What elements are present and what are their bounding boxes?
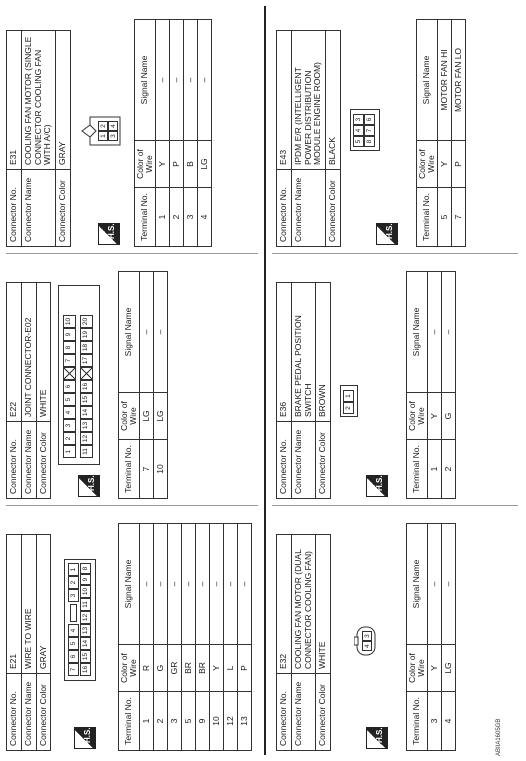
connector-name-value: JOINT CONNECTOR-E02 (21, 283, 36, 422)
connector-info-table (276, 30, 341, 247)
signal-cell: – (181, 524, 195, 645)
signal-cell: – (427, 272, 441, 393)
wire-color-cell: Y (437, 141, 451, 188)
connector-no-value: E32 (277, 535, 292, 674)
connector-color-value: WHITE (316, 535, 331, 674)
hs-label: H.S. (87, 475, 96, 491)
pin: 9 (63, 328, 76, 341)
connector-no-label: Connector No. (7, 674, 22, 751)
connector-face-e21 (64, 559, 96, 681)
table-row (441, 524, 455, 751)
lock-tab (70, 604, 77, 622)
connector-panel-e32 (276, 513, 516, 751)
signal-cell: – (441, 524, 455, 645)
signal-cell: MOTOR FAN LO (451, 20, 465, 141)
table-row (195, 524, 209, 751)
connector-name-value: COOLING FAN MOTOR (SINGLE CONNECTOR COOLING FAN WITH A/C) (21, 31, 55, 170)
terminal-cell: 3 (183, 188, 197, 247)
terminal-table (416, 19, 466, 247)
terminal-table (118, 271, 168, 499)
table-row (427, 524, 441, 751)
terminal-no-header: Terminal No. (407, 692, 428, 751)
wire-color-cell: LG (139, 393, 153, 440)
terminal-cell: 5 (181, 692, 195, 751)
terminal-cell: 10 (153, 440, 167, 499)
connector-name-label: Connector Name (291, 422, 316, 499)
signal-cell: – (183, 20, 197, 141)
hs-label: H.S. (107, 223, 116, 239)
pin: 5 (63, 393, 76, 406)
connector-no-label: Connector No. (277, 674, 292, 751)
signal-cell: MOTOR FAN HI (437, 20, 451, 141)
hs-icon (74, 727, 96, 749)
connector-color-label: Connector Color (36, 674, 51, 751)
pin: 4 (353, 125, 364, 136)
connector-face-e22 (58, 285, 100, 465)
wire-color-cell: P (169, 141, 183, 188)
signal-cell: – (167, 524, 181, 645)
terminal-no-header: Terminal No. (417, 188, 438, 247)
pin: 17 (80, 354, 93, 367)
terminal-cell: 7 (139, 440, 153, 499)
signal-cell: – (209, 524, 223, 645)
terminal-cell: 13 (237, 692, 251, 751)
connector-info-table (276, 282, 331, 499)
connector-info-table (276, 534, 331, 751)
signal-cell: – (237, 524, 251, 645)
table-row (197, 20, 211, 247)
terminal-table (406, 523, 456, 751)
terminal-no-header: Terminal No. (119, 440, 140, 499)
table-row (223, 524, 237, 751)
pin: 16 (80, 663, 91, 676)
wire-color-cell: LG (441, 645, 455, 692)
connector-color-value: GRAY (56, 31, 71, 170)
pin: 8 (364, 136, 375, 147)
pin: 3 (353, 114, 364, 125)
signal-cell: – (139, 272, 153, 393)
pin: 5 (68, 637, 79, 650)
table-row (167, 524, 181, 751)
terminal-cell: 12 (223, 692, 237, 751)
pin: 7 (68, 663, 79, 676)
terminal-cell: 4 (441, 692, 455, 751)
connector-color-value: WHITE (36, 283, 51, 422)
pin: 2 (63, 432, 76, 445)
terminal-table (134, 19, 212, 247)
connector-name-value: BRAKE PEDAL POSITION SWITCH (291, 283, 316, 422)
terminal-cell: 7 (451, 188, 465, 247)
table-row (169, 20, 183, 247)
connector-color-label: Connector Color (326, 170, 341, 247)
terminal-table (406, 271, 456, 499)
wire-color-cell: Y (427, 393, 441, 440)
connector-color-value: BLACK (326, 31, 341, 170)
connector-no-value: E31 (7, 31, 22, 170)
connector-name-label: Connector Name (21, 170, 55, 247)
signal-name-header: Signal Name (407, 524, 428, 645)
connector-color-label: Connector Color (316, 422, 331, 499)
pin: 5 (353, 136, 364, 147)
wire-color-cell: BR (195, 645, 209, 692)
hs-label: H.S. (83, 727, 92, 743)
pin: 13 (80, 419, 93, 432)
table-row (183, 20, 197, 247)
column-divider (6, 505, 258, 506)
hs-label: H.S. (375, 475, 384, 491)
signal-cell: – (441, 272, 455, 393)
column-divider (272, 505, 518, 506)
connector-panel-e36 (276, 261, 516, 499)
hs-label: H.S. (385, 223, 394, 239)
wire-color-header: Color of Wire (407, 393, 428, 440)
terminal-cell: 1 (155, 188, 169, 247)
pin: 6 (364, 114, 375, 125)
blank-pin (80, 367, 93, 380)
table-row (155, 20, 169, 247)
column-divider (6, 253, 258, 254)
wire-color-header: Color of Wire (119, 393, 140, 440)
column-divider (272, 253, 518, 254)
connector-color-label: Connector Color (316, 674, 331, 751)
hs-icon (366, 475, 388, 497)
terminal-cell: 9 (195, 692, 209, 751)
table-row (139, 524, 153, 751)
wire-color-cell: G (441, 393, 455, 440)
terminal-cell: 2 (169, 188, 183, 247)
terminal-cell: 3 (167, 692, 181, 751)
connector-no-label: Connector No. (7, 170, 22, 247)
terminal-cell: 2 (441, 440, 455, 499)
pin: 7 (364, 125, 375, 136)
connector-info-table (6, 534, 51, 751)
terminal-cell: 1 (139, 692, 153, 751)
wire-color-header: Color of Wire (119, 645, 140, 692)
pin: 3 (68, 589, 79, 602)
signal-name-header: Signal Name (417, 20, 438, 141)
hs-label: H.S. (375, 727, 384, 743)
signal-cell: – (153, 272, 167, 393)
connector-no-label: Connector No. (277, 422, 292, 499)
pin: 19 (80, 328, 93, 341)
pin: 12 (80, 432, 93, 445)
pin: 20 (80, 315, 93, 328)
signal-cell: – (195, 524, 209, 645)
connector-panel-e21 (6, 513, 256, 751)
terminal-cell: 4 (197, 188, 211, 247)
connector-color-label: Connector Color (56, 170, 71, 247)
signal-cell: – (155, 20, 169, 141)
pin: 1 (98, 131, 108, 141)
table-row (451, 20, 465, 247)
table-row (209, 524, 223, 751)
connector-color-label: Connector Color (36, 422, 51, 499)
figure-reference: ABIIA1605GB (496, 718, 502, 756)
signal-cell: – (139, 524, 153, 645)
terminal-no-header: Terminal No. (135, 188, 156, 247)
pin: 4 (63, 406, 76, 419)
connector-no-label: Connector No. (277, 170, 292, 247)
signal-name-header: Signal Name (119, 272, 140, 393)
pin: 3 (108, 131, 118, 141)
table-row (437, 20, 451, 247)
table-row (427, 272, 441, 499)
connector-name-label: Connector Name (21, 422, 36, 499)
connector-face-e36 (340, 385, 358, 417)
connector-info-table (6, 282, 51, 499)
hs-icon (78, 475, 100, 497)
pin: 2 (343, 402, 354, 414)
terminal-cell: 1 (427, 440, 441, 499)
connector-name-label: Connector Name (21, 674, 36, 751)
connector-panel-e22 (6, 261, 256, 499)
connector-name-label: Connector Name (291, 674, 316, 751)
pin: 7 (63, 354, 76, 367)
connector-no-value: E21 (7, 535, 22, 674)
wire-color-cell: L (223, 645, 237, 692)
pin: 9 (80, 574, 91, 585)
signal-cell: – (223, 524, 237, 645)
pin: 6 (68, 650, 79, 663)
wire-color-header: Color of Wire (417, 141, 438, 188)
terminal-cell: 5 (437, 188, 451, 247)
connector-color-value: GRAY (36, 535, 51, 674)
connector-no-value: E36 (277, 283, 292, 422)
pin: 15 (80, 393, 93, 406)
pin: 4 (68, 624, 79, 637)
connector-panel-e31 (6, 9, 256, 247)
pin: 10 (80, 585, 91, 598)
wire-color-header: Color of Wire (135, 141, 156, 188)
signal-cell: – (169, 20, 183, 141)
wire-color-cell: R (139, 645, 153, 692)
terminal-no-header: Terminal No. (407, 440, 428, 499)
pin: 4 (362, 641, 372, 651)
wire-color-cell: LG (197, 141, 211, 188)
table-row (139, 272, 153, 499)
pin: 11 (80, 598, 91, 611)
connector-no-value: E43 (277, 31, 292, 170)
table-row (153, 524, 167, 751)
signal-cell: – (197, 20, 211, 141)
wire-color-cell: Y (155, 141, 169, 188)
wire-color-cell: G (153, 645, 167, 692)
pin: 14 (80, 637, 91, 650)
connector-no-label: Connector No. (7, 422, 22, 499)
table-row (237, 524, 251, 751)
signal-name-header: Signal Name (119, 524, 140, 645)
section-divider (264, 6, 266, 755)
hs-icon (98, 223, 120, 245)
wire-color-cell: Y (427, 645, 441, 692)
hs-icon (376, 223, 398, 245)
terminal-cell: 10 (209, 692, 223, 751)
pin: 15 (80, 650, 91, 663)
pin: 1 (63, 445, 76, 458)
pin: 14 (80, 406, 93, 419)
connector-name-value: WIRE TO WIRE (21, 535, 36, 674)
pin: 8 (80, 563, 91, 574)
pin: 3 (362, 631, 372, 641)
pin: 1 (343, 390, 354, 402)
connector-info-table (6, 30, 71, 247)
table-row (153, 272, 167, 499)
connector-panel-e43 (276, 9, 516, 247)
pin: 8 (63, 341, 76, 354)
pin: 11 (80, 445, 93, 458)
pin: 6 (63, 380, 76, 393)
wire-color-cell: P (237, 645, 251, 692)
signal-name-header: Signal Name (407, 272, 428, 393)
wire-color-cell: GR (167, 645, 181, 692)
wire-color-cell: BR (181, 645, 195, 692)
hs-icon (366, 727, 388, 749)
connector-name-label: Connector Name (291, 170, 325, 247)
blank-pin (63, 367, 76, 380)
connector-name-value: COOLING FAN MOTOR (DUAL CONNECTOR COOLING FAN) (291, 535, 316, 674)
wire-color-cell: Y (209, 645, 223, 692)
signal-cell: – (153, 524, 167, 645)
pin: 10 (63, 315, 76, 328)
connector-no-value: E22 (7, 283, 22, 422)
pin: 4 (108, 121, 118, 131)
wire-color-cell: B (183, 141, 197, 188)
connector-color-value: BROWN (316, 283, 331, 422)
table-row (441, 272, 455, 499)
pin: 3 (63, 419, 76, 432)
signal-name-header: Signal Name (135, 20, 156, 141)
pin: 1 (68, 563, 79, 576)
wire-color-cell: P (451, 141, 465, 188)
signal-cell: – (427, 524, 441, 645)
wire-color-header: Color of Wire (407, 645, 428, 692)
connector-face-e43 (350, 109, 380, 151)
pin: 18 (80, 341, 93, 354)
pin: 2 (98, 121, 108, 131)
table-row (181, 524, 195, 751)
pin: 2 (68, 576, 79, 589)
pin: 13 (80, 624, 91, 637)
terminal-cell: 2 (153, 692, 167, 751)
pin: 12 (80, 611, 91, 624)
terminal-table (118, 523, 252, 751)
pin: 16 (80, 380, 93, 393)
wire-color-cell: LG (153, 393, 167, 440)
terminal-no-header: Terminal No. (119, 692, 140, 751)
terminal-cell: 3 (427, 692, 441, 751)
connector-name-value: IPDM E/R (INTELLIGENT POWER DISTRIBUTION MODULE ENGINE ROOM) (291, 31, 325, 170)
